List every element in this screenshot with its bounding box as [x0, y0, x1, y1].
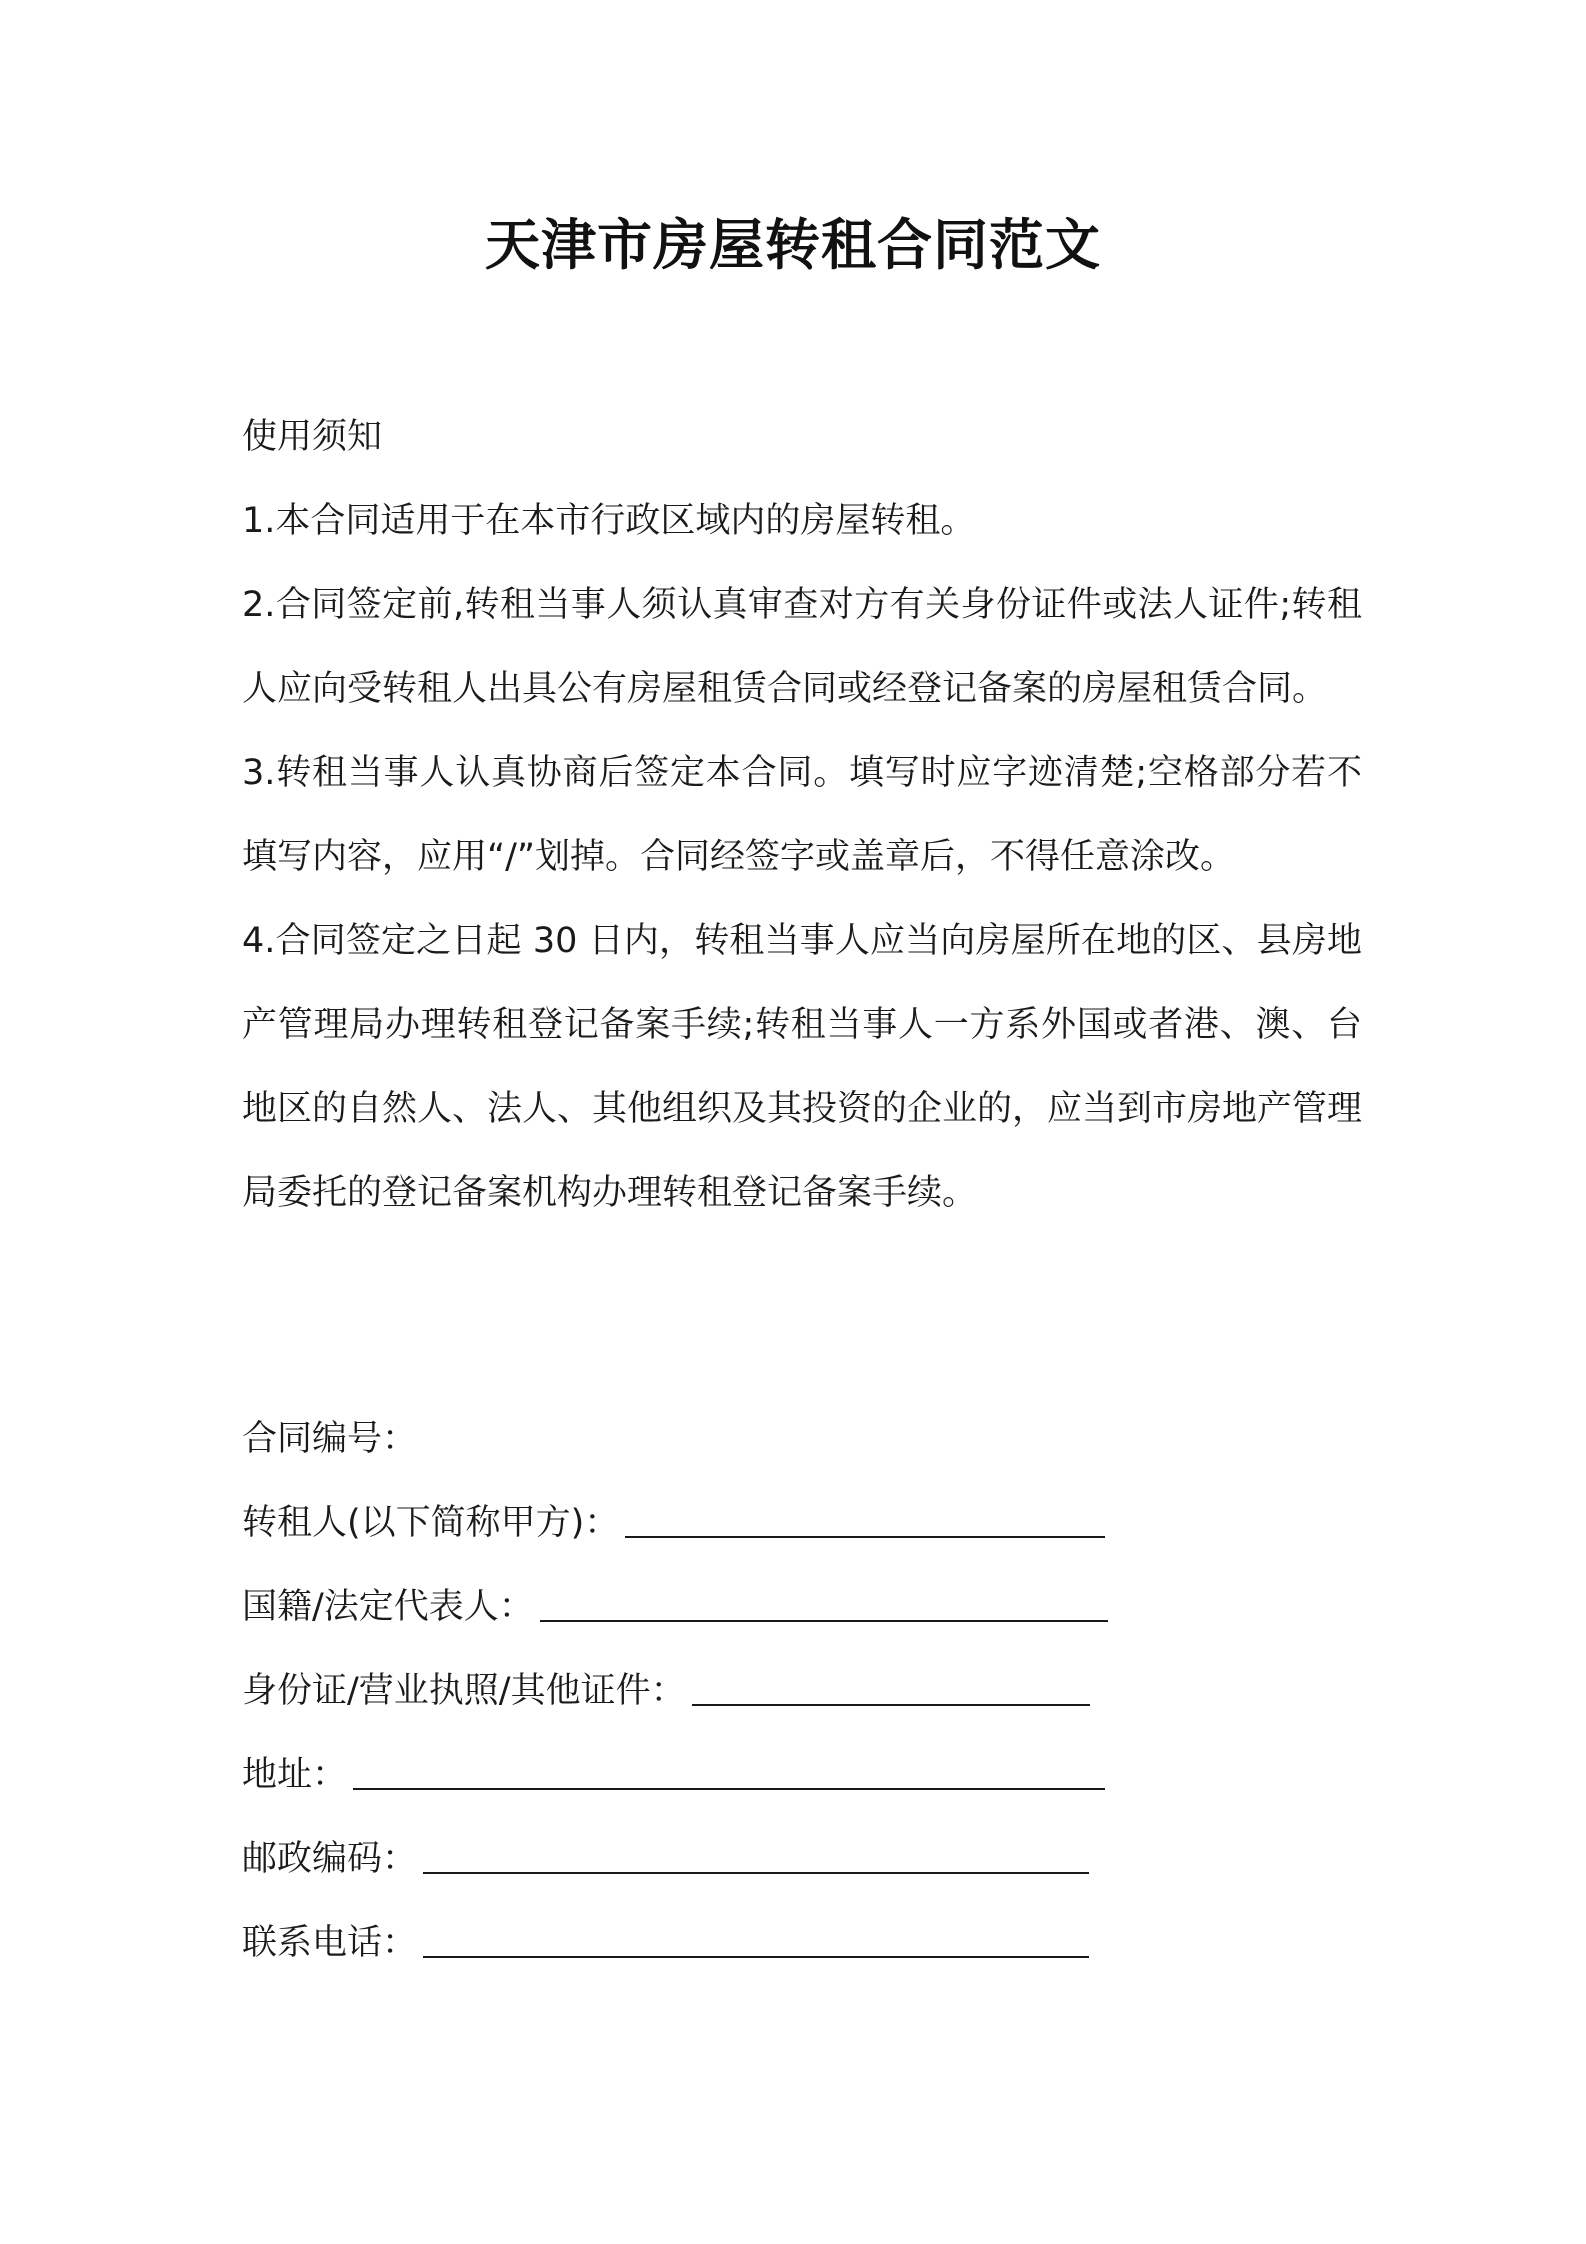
field-blank-nationality[interactable] [540, 1590, 1108, 1622]
field-row-postcode [242, 1817, 1362, 1901]
field-row-id-document [242, 1649, 1362, 1733]
field-label-address: 地址： [242, 1755, 348, 1795]
field-blank-sublessor[interactable] [625, 1506, 1105, 1538]
field-row-sublessor [242, 1481, 1362, 1565]
field-row-address [242, 1733, 1362, 1817]
field-blank-phone[interactable] [423, 1926, 1089, 1958]
notice-item-2: 2.合同签定前,转租当事人须认真审查对方有关身份证件或法人证件;转租人应向受转租人出具公有房屋租赁合同或经登记备案的房屋租赁合同。 [242, 585, 1362, 709]
notice-item-4: 4.合同签定之日起 30 日内，转租当事人应当向房屋所在地的区、县房地产管理局办理转租登记备案手续;转租当事人一方系外国或者港、澳、台地区的自然人、法人、其他组织及其投资的企业的，应当到市房地产管理局委托的登记备案机构办理转租登记备案手续。 [242, 921, 1363, 1213]
contract-fields-section [242, 1397, 1362, 1985]
notice-heading: 使用须知 [242, 417, 383, 457]
field-label-sublessor: 转租人(以下简称甲方)： [242, 1503, 620, 1543]
notice-item-1: 1.本合同适用于在本市行政区域内的房屋转租。 [242, 501, 976, 541]
field-blank-id-document[interactable] [692, 1674, 1090, 1706]
field-row-nationality [242, 1565, 1362, 1649]
document-title: 天津市房屋转租合同范文 [484, 213, 1101, 277]
field-label-postcode: 邮政编码： [242, 1839, 418, 1879]
notice-item-3: 3.转租当事人认真协商后签定本合同。填写时应字迹清楚;空格部分若不填写内容，应用“/”划掉。合同经签字或盖章后，不得任意涂改。 [242, 753, 1362, 877]
field-blank-postcode[interactable] [423, 1842, 1089, 1874]
field-label-phone: 联系电话： [242, 1923, 418, 1963]
field-label-id-document: 身份证/营业执照/其他证件： [242, 1671, 686, 1711]
field-blank-address[interactable] [353, 1758, 1105, 1790]
field-row-phone [242, 1901, 1362, 1985]
usage-notice-section [242, 395, 1362, 1235]
contract-number-label: 合同编号： [242, 1419, 418, 1459]
field-label-nationality: 国籍/法定代表人： [242, 1587, 534, 1627]
